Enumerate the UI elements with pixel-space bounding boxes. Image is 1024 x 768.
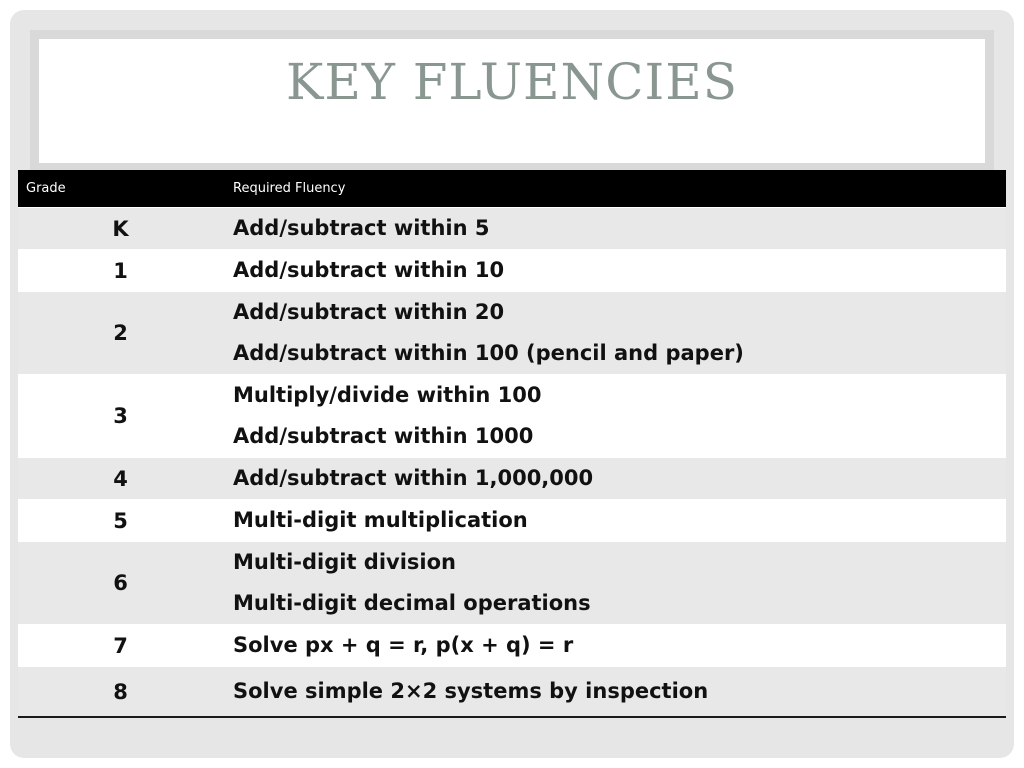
header-grade: Grade	[26, 181, 66, 196]
table-row	[18, 207, 1006, 249]
fluency-item: Solve simple 2×2 systems by inspection	[233, 679, 709, 703]
table-header	[18, 170, 1006, 207]
fluency-cell	[223, 250, 1006, 291]
table-row	[18, 499, 1006, 541]
fluency-item: Solve px + q = r, p(x + q) = r	[233, 633, 574, 657]
table-row	[18, 541, 1006, 624]
table-row	[18, 457, 1006, 499]
fluency-cell	[223, 375, 1006, 457]
grade-cell: 2	[113, 321, 128, 345]
slide-title: KEY FLUENCIES	[285, 53, 739, 111]
fluency-cell	[223, 458, 1006, 499]
fluency-cell	[223, 208, 1006, 249]
fluency-table	[18, 170, 1006, 718]
fluency-cell	[223, 667, 1006, 716]
grade-cell: K	[112, 216, 129, 241]
fluency-item: Add/subtract within 1000	[233, 424, 534, 448]
fluency-cell	[223, 542, 1006, 624]
table-row	[18, 624, 1006, 666]
fluency-item: Add/subtract within 5	[233, 216, 490, 240]
header-required-fluency: Required Fluency	[233, 181, 346, 196]
fluency-item: Add/subtract within 100 (pencil and paper)	[233, 341, 744, 365]
grade-cell: 7	[113, 633, 128, 658]
fluency-item: Add/subtract within 1,000,000	[233, 466, 594, 490]
fluency-cell	[223, 500, 1006, 541]
fluency-cell	[223, 625, 1006, 666]
grade-cell: 3	[113, 404, 128, 428]
fluency-item: Multiply/divide within 100	[233, 383, 542, 407]
fluency-item: Multi-digit division	[233, 550, 457, 574]
grade-cell: 4	[113, 466, 128, 491]
grade-cell: 1	[113, 258, 128, 283]
fluency-item: Add/subtract within 20	[233, 300, 505, 324]
table-row	[18, 666, 1006, 716]
table-row	[18, 291, 1006, 374]
fluency-item: Multi-digit decimal operations	[233, 591, 591, 615]
grade-cell: 5	[113, 508, 128, 533]
grade-cell: 8	[113, 679, 128, 704]
fluency-cell	[223, 292, 1006, 374]
table-row	[18, 249, 1006, 291]
grade-cell: 6	[113, 571, 128, 595]
fluency-item: Multi-digit multiplication	[233, 508, 528, 532]
table-row	[18, 374, 1006, 457]
fluency-item: Add/subtract within 10	[233, 258, 505, 282]
